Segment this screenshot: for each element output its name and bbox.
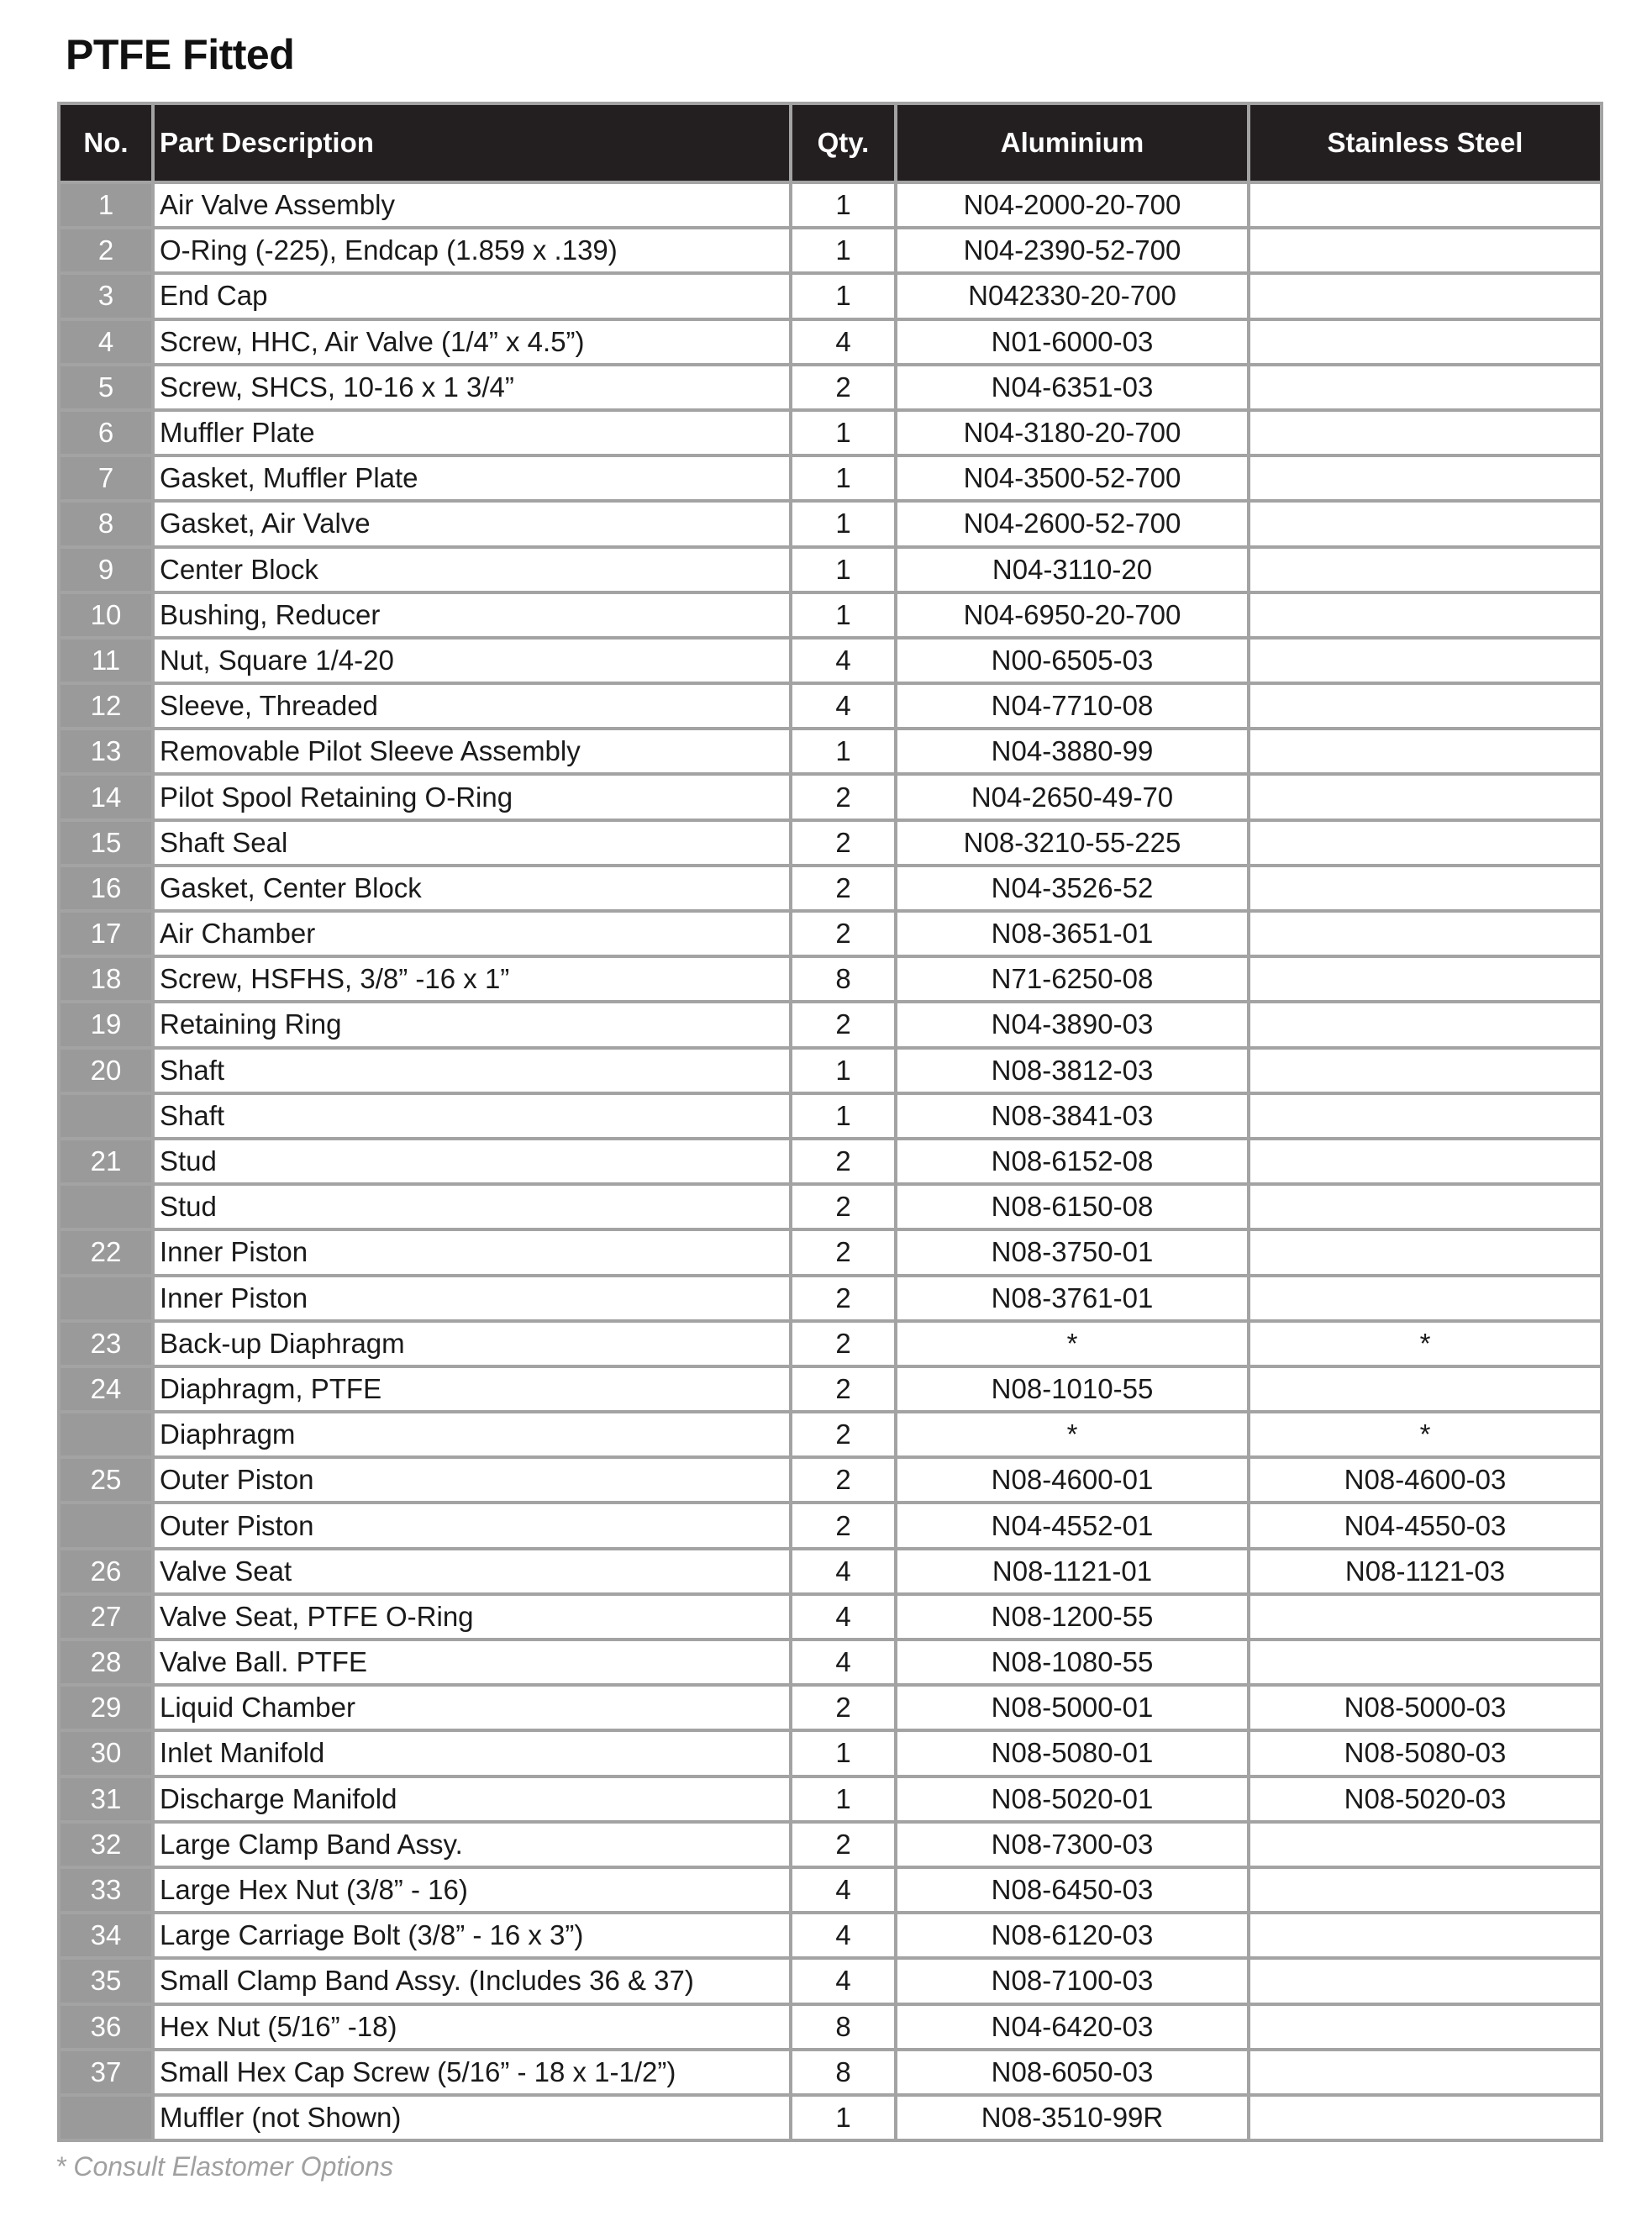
part-description-cell: Gasket, Center Block: [153, 866, 791, 911]
aluminium-part-cell: N08-1080-55: [896, 1640, 1249, 1685]
part-number-cell: 12: [59, 683, 153, 729]
stainless-steel-part-cell: [1249, 365, 1602, 410]
stainless-steel-part-cell: *: [1249, 1412, 1602, 1457]
quantity-cell: 2: [791, 1366, 896, 1412]
part-number-cell: 26: [59, 1549, 153, 1594]
aluminium-part-cell: N08-4600-01: [896, 1457, 1249, 1503]
header-qty: Qty.: [791, 103, 896, 182]
stainless-steel-part-cell: [1249, 638, 1602, 683]
part-number-cell: 31: [59, 1776, 153, 1822]
quantity-cell: 2: [791, 1276, 896, 1321]
part-description-cell: Inlet Manifold: [153, 1730, 791, 1776]
table-row: [59, 1730, 1602, 1776]
part-number-cell: 19: [59, 1002, 153, 1047]
table-row: [59, 1594, 1602, 1640]
aluminium-part-cell: N08-5080-01: [896, 1730, 1249, 1776]
part-description-cell: Muffler (not Shown): [153, 2095, 791, 2140]
part-description-cell: Large Hex Nut (3/8” - 16): [153, 1867, 791, 1913]
aluminium-part-cell: N08-6150-08: [896, 1184, 1249, 1229]
aluminium-part-cell: N00-6505-03: [896, 638, 1249, 683]
table-row: [59, 592, 1602, 638]
part-description-cell: Large Clamp Band Assy.: [153, 1822, 791, 1867]
aluminium-part-cell: N04-2650-49-70: [896, 774, 1249, 819]
quantity-cell: 2: [791, 774, 896, 819]
aluminium-part-cell: N01-6000-03: [896, 319, 1249, 365]
table-row: [59, 273, 1602, 318]
part-number-cell: 25: [59, 1457, 153, 1503]
stainless-steel-part-cell: [1249, 273, 1602, 318]
stainless-steel-part-cell: [1249, 1048, 1602, 1093]
table-row: [59, 683, 1602, 729]
quantity-cell: 1: [791, 410, 896, 455]
part-description-cell: Valve Seat, PTFE O-Ring: [153, 1594, 791, 1640]
part-number-cell: 27: [59, 1594, 153, 1640]
stainless-steel-part-cell: [1249, 729, 1602, 774]
stainless-steel-part-cell: [1249, 1594, 1602, 1640]
table-row: [59, 455, 1602, 501]
quantity-cell: 2: [791, 820, 896, 866]
stainless-steel-part-cell: N08-5080-03: [1249, 1730, 1602, 1776]
aluminium-part-cell: N08-6120-03: [896, 1913, 1249, 1958]
table-row: [59, 1321, 1602, 1366]
part-description-cell: Nut, Square 1/4-20: [153, 638, 791, 683]
part-description-cell: Pilot Spool Retaining O-Ring: [153, 774, 791, 819]
part-number-cell: 10: [59, 592, 153, 638]
table-row: [59, 365, 1602, 410]
quantity-cell: 1: [791, 2095, 896, 2140]
part-description-cell: Bushing, Reducer: [153, 592, 791, 638]
part-number-cell: 5: [59, 365, 153, 410]
aluminium-part-cell: N04-6420-03: [896, 2004, 1249, 2050]
aluminium-part-cell: N08-6152-08: [896, 1139, 1249, 1184]
part-description-cell: Shaft Seal: [153, 820, 791, 866]
aluminium-part-cell: N04-2000-20-700: [896, 182, 1249, 228]
stainless-steel-part-cell: [1249, 1229, 1602, 1275]
part-description-cell: Valve Ball. PTFE: [153, 1640, 791, 1685]
part-description-cell: Back-up Diaphragm: [153, 1321, 791, 1366]
table-row: [59, 1776, 1602, 1822]
part-number-cell: 16: [59, 866, 153, 911]
header-stainless-steel: Stainless Steel: [1249, 103, 1602, 182]
quantity-cell: 4: [791, 1958, 896, 2003]
header-no: No.: [59, 103, 153, 182]
table-body: [59, 182, 1602, 2140]
part-number-cell: 7: [59, 455, 153, 501]
part-number-cell: 34: [59, 1913, 153, 1958]
part-number-cell: [59, 2095, 153, 2140]
table-row: [59, 1457, 1602, 1503]
stainless-steel-part-cell: [1249, 1913, 1602, 1958]
stainless-steel-part-cell: [1249, 956, 1602, 1002]
aluminium-part-cell: N08-3651-01: [896, 911, 1249, 956]
aluminium-part-cell: N04-3890-03: [896, 1002, 1249, 1047]
stainless-steel-part-cell: [1249, 1958, 1602, 2003]
part-number-cell: 36: [59, 2004, 153, 2050]
part-description-cell: Screw, HSFHS, 3/8” -16 x 1”: [153, 956, 791, 1002]
quantity-cell: 1: [791, 228, 896, 273]
quantity-cell: 2: [791, 365, 896, 410]
quantity-cell: 2: [791, 1457, 896, 1503]
stainless-steel-part-cell: [1249, 2050, 1602, 2095]
table-header-row: [59, 103, 1602, 182]
part-description-cell: Air Valve Assembly: [153, 182, 791, 228]
aluminium-part-cell: N08-7300-03: [896, 1822, 1249, 1867]
part-number-cell: 37: [59, 2050, 153, 2095]
quantity-cell: 4: [791, 1640, 896, 1685]
table-row: [59, 866, 1602, 911]
part-number-cell: [59, 1276, 153, 1321]
part-number-cell: 30: [59, 1730, 153, 1776]
part-number-cell: 21: [59, 1139, 153, 1184]
stainless-steel-part-cell: [1249, 1867, 1602, 1913]
aluminium-part-cell: N04-7710-08: [896, 683, 1249, 729]
stainless-steel-part-cell: [1249, 2004, 1602, 2050]
part-description-cell: Sleeve, Threaded: [153, 683, 791, 729]
aluminium-part-cell: N08-5000-01: [896, 1685, 1249, 1730]
part-number-cell: 15: [59, 820, 153, 866]
table-row: [59, 1048, 1602, 1093]
stainless-steel-part-cell: [1249, 455, 1602, 501]
part-description-cell: Stud: [153, 1139, 791, 1184]
quantity-cell: 2: [791, 1229, 896, 1275]
quantity-cell: 1: [791, 455, 896, 501]
part-description-cell: Center Block: [153, 547, 791, 592]
stainless-steel-part-cell: [1249, 319, 1602, 365]
part-number-cell: 3: [59, 273, 153, 318]
table-row: [59, 410, 1602, 455]
quantity-cell: 1: [791, 729, 896, 774]
stainless-steel-part-cell: N08-5000-03: [1249, 1685, 1602, 1730]
aluminium-part-cell: N04-3526-52: [896, 866, 1249, 911]
part-description-cell: Small Hex Cap Screw (5/16” - 18 x 1-1/2”): [153, 2050, 791, 2095]
part-number-cell: 13: [59, 729, 153, 774]
aluminium-part-cell: N04-6950-20-700: [896, 592, 1249, 638]
part-number-cell: 6: [59, 410, 153, 455]
table-row: [59, 2050, 1602, 2095]
quantity-cell: 4: [791, 1594, 896, 1640]
table-row: [59, 228, 1602, 273]
stainless-steel-part-cell: [1249, 182, 1602, 228]
aluminium-part-cell: N08-1010-55: [896, 1366, 1249, 1412]
table-row: [59, 729, 1602, 774]
part-description-cell: Liquid Chamber: [153, 1685, 791, 1730]
stainless-steel-part-cell: [1249, 501, 1602, 546]
quantity-cell: 4: [791, 1913, 896, 1958]
table-row: [59, 1822, 1602, 1867]
quantity-cell: 1: [791, 273, 896, 318]
quantity-cell: 2: [791, 1685, 896, 1730]
quantity-cell: 2: [791, 1184, 896, 1229]
aluminium-part-cell: N08-6050-03: [896, 2050, 1249, 2095]
quantity-cell: 2: [791, 1139, 896, 1184]
footnote: * Consult Elastomer Options: [55, 2151, 393, 2182]
part-description-cell: Outer Piston: [153, 1457, 791, 1503]
stainless-steel-part-cell: [1249, 1093, 1602, 1139]
stainless-steel-part-cell: [1249, 1822, 1602, 1867]
stainless-steel-part-cell: [1249, 1640, 1602, 1685]
aluminium-part-cell: N08-3210-55-225: [896, 820, 1249, 866]
part-description-cell: Outer Piston: [153, 1503, 791, 1548]
table-row: [59, 1276, 1602, 1321]
table-row: [59, 1139, 1602, 1184]
aluminium-part-cell: N04-2600-52-700: [896, 501, 1249, 546]
table-row: [59, 1366, 1602, 1412]
part-number-cell: [59, 1093, 153, 1139]
part-number-cell: 18: [59, 956, 153, 1002]
stainless-steel-part-cell: [1249, 683, 1602, 729]
quantity-cell: 4: [791, 1549, 896, 1594]
part-description-cell: Diaphragm: [153, 1412, 791, 1457]
table-row: [59, 1549, 1602, 1594]
stainless-steel-part-cell: [1249, 1184, 1602, 1229]
stainless-steel-part-cell: *: [1249, 1321, 1602, 1366]
part-number-cell: [59, 1184, 153, 1229]
stainless-steel-part-cell: [1249, 820, 1602, 866]
table-row: [59, 774, 1602, 819]
quantity-cell: 1: [791, 1730, 896, 1776]
table-row: [59, 911, 1602, 956]
aluminium-part-cell: N08-3841-03: [896, 1093, 1249, 1139]
stainless-steel-part-cell: [1249, 1002, 1602, 1047]
aluminium-part-cell: N04-3500-52-700: [896, 455, 1249, 501]
quantity-cell: 2: [791, 911, 896, 956]
part-description-cell: Screw, SHCS, 10-16 x 1 3/4”: [153, 365, 791, 410]
quantity-cell: 1: [791, 592, 896, 638]
part-description-cell: Gasket, Air Valve: [153, 501, 791, 546]
quantity-cell: 4: [791, 638, 896, 683]
part-description-cell: Screw, HHC, Air Valve (1/4” x 4.5”): [153, 319, 791, 365]
table-row: [59, 1958, 1602, 2003]
header-aluminium: Aluminium: [896, 103, 1249, 182]
quantity-cell: 4: [791, 683, 896, 729]
part-number-cell: [59, 1412, 153, 1457]
quantity-cell: 1: [791, 1048, 896, 1093]
stainless-steel-part-cell: [1249, 1366, 1602, 1412]
part-description-cell: O-Ring (-225), Endcap (1.859 x .139): [153, 228, 791, 273]
aluminium-part-cell: N08-6450-03: [896, 1867, 1249, 1913]
aluminium-part-cell: N04-3110-20: [896, 547, 1249, 592]
table-row: [59, 547, 1602, 592]
aluminium-part-cell: N04-3180-20-700: [896, 410, 1249, 455]
part-number-cell: 4: [59, 319, 153, 365]
part-number-cell: 23: [59, 1321, 153, 1366]
table-row: [59, 1412, 1602, 1457]
stainless-steel-part-cell: [1249, 2095, 1602, 2140]
aluminium-part-cell: N71-6250-08: [896, 956, 1249, 1002]
quantity-cell: 2: [791, 1321, 896, 1366]
part-number-cell: 28: [59, 1640, 153, 1685]
parts-table: [57, 102, 1603, 2142]
part-number-cell: 14: [59, 774, 153, 819]
table-row: [59, 1685, 1602, 1730]
quantity-cell: 1: [791, 1776, 896, 1822]
stainless-steel-part-cell: N08-1121-03: [1249, 1549, 1602, 1594]
part-description-cell: Retaining Ring: [153, 1002, 791, 1047]
table-row: [59, 1640, 1602, 1685]
quantity-cell: 4: [791, 319, 896, 365]
part-description-cell: Discharge Manifold: [153, 1776, 791, 1822]
table-row: [59, 638, 1602, 683]
aluminium-part-cell: N04-4552-01: [896, 1503, 1249, 1548]
part-number-cell: 35: [59, 1958, 153, 2003]
part-description-cell: Muffler Plate: [153, 410, 791, 455]
part-number-cell: 32: [59, 1822, 153, 1867]
table-row: [59, 1503, 1602, 1548]
quantity-cell: 4: [791, 1867, 896, 1913]
aluminium-part-cell: N08-1121-01: [896, 1549, 1249, 1594]
quantity-cell: 2: [791, 1822, 896, 1867]
table-row: [59, 1913, 1602, 1958]
part-description-cell: Large Carriage Bolt (3/8” - 16 x 3”): [153, 1913, 791, 1958]
part-description-cell: Gasket, Muffler Plate: [153, 455, 791, 501]
part-number-cell: 24: [59, 1366, 153, 1412]
table-row: [59, 2095, 1602, 2140]
stainless-steel-part-cell: N08-5020-03: [1249, 1776, 1602, 1822]
stainless-steel-part-cell: [1249, 774, 1602, 819]
part-description-cell: Hex Nut (5/16” -18): [153, 2004, 791, 2050]
stainless-steel-part-cell: [1249, 228, 1602, 273]
aluminium-part-cell: N04-3880-99: [896, 729, 1249, 774]
part-number-cell: 22: [59, 1229, 153, 1275]
aluminium-part-cell: N042330-20-700: [896, 273, 1249, 318]
part-number-cell: 11: [59, 638, 153, 683]
part-number-cell: 8: [59, 501, 153, 546]
stainless-steel-part-cell: N08-4600-03: [1249, 1457, 1602, 1503]
quantity-cell: 2: [791, 1002, 896, 1047]
part-number-cell: 2: [59, 228, 153, 273]
table-row: [59, 820, 1602, 866]
aluminium-part-cell: N08-7100-03: [896, 1958, 1249, 2003]
table-row: [59, 1867, 1602, 1913]
aluminium-part-cell: N08-3761-01: [896, 1276, 1249, 1321]
part-description-cell: Diaphragm, PTFE: [153, 1366, 791, 1412]
part-description-cell: Shaft: [153, 1093, 791, 1139]
aluminium-part-cell: *: [896, 1321, 1249, 1366]
quantity-cell: 1: [791, 501, 896, 546]
aluminium-part-cell: N08-5020-01: [896, 1776, 1249, 1822]
part-number-cell: 20: [59, 1048, 153, 1093]
stainless-steel-part-cell: [1249, 866, 1602, 911]
part-description-cell: Removable Pilot Sleeve Assembly: [153, 729, 791, 774]
quantity-cell: 8: [791, 2050, 896, 2095]
stainless-steel-part-cell: [1249, 911, 1602, 956]
part-description-cell: Small Clamp Band Assy. (Includes 36 & 37): [153, 1958, 791, 2003]
table-row: [59, 1184, 1602, 1229]
stainless-steel-part-cell: [1249, 1276, 1602, 1321]
part-number-cell: [59, 1503, 153, 1548]
aluminium-part-cell: N08-1200-55: [896, 1594, 1249, 1640]
quantity-cell: 8: [791, 956, 896, 1002]
quantity-cell: 1: [791, 547, 896, 592]
part-number-cell: 33: [59, 1867, 153, 1913]
aluminium-part-cell: N04-2390-52-700: [896, 228, 1249, 273]
quantity-cell: 1: [791, 182, 896, 228]
stainless-steel-part-cell: [1249, 1139, 1602, 1184]
quantity-cell: 2: [791, 866, 896, 911]
table-row: [59, 1093, 1602, 1139]
table-row: [59, 182, 1602, 228]
part-description-cell: Valve Seat: [153, 1549, 791, 1594]
quantity-cell: 1: [791, 1093, 896, 1139]
part-number-cell: 29: [59, 1685, 153, 1730]
aluminium-part-cell: N08-3510-99R: [896, 2095, 1249, 2140]
aluminium-part-cell: N04-6351-03: [896, 365, 1249, 410]
table-row: [59, 1229, 1602, 1275]
part-number-cell: 9: [59, 547, 153, 592]
part-description-cell: Stud: [153, 1184, 791, 1229]
quantity-cell: 8: [791, 2004, 896, 2050]
header-description: Part Description: [153, 103, 791, 182]
aluminium-part-cell: N08-3812-03: [896, 1048, 1249, 1093]
page-title: PTFE Fitted: [66, 31, 295, 78]
part-description-cell: End Cap: [153, 273, 791, 318]
table-row: [59, 1002, 1602, 1047]
table-row: [59, 501, 1602, 546]
quantity-cell: 2: [791, 1503, 896, 1548]
part-number-cell: 1: [59, 182, 153, 228]
aluminium-part-cell: N08-3750-01: [896, 1229, 1249, 1275]
stainless-steel-part-cell: [1249, 410, 1602, 455]
part-description-cell: Shaft: [153, 1048, 791, 1093]
aluminium-part-cell: *: [896, 1412, 1249, 1457]
stainless-steel-part-cell: N04-4550-03: [1249, 1503, 1602, 1548]
quantity-cell: 2: [791, 1412, 896, 1457]
table-row: [59, 956, 1602, 1002]
stainless-steel-part-cell: [1249, 547, 1602, 592]
table-row: [59, 319, 1602, 365]
table-row: [59, 2004, 1602, 2050]
part-description-cell: Air Chamber: [153, 911, 791, 956]
part-description-cell: Inner Piston: [153, 1229, 791, 1275]
part-description-cell: Inner Piston: [153, 1276, 791, 1321]
stainless-steel-part-cell: [1249, 592, 1602, 638]
part-number-cell: 17: [59, 911, 153, 956]
